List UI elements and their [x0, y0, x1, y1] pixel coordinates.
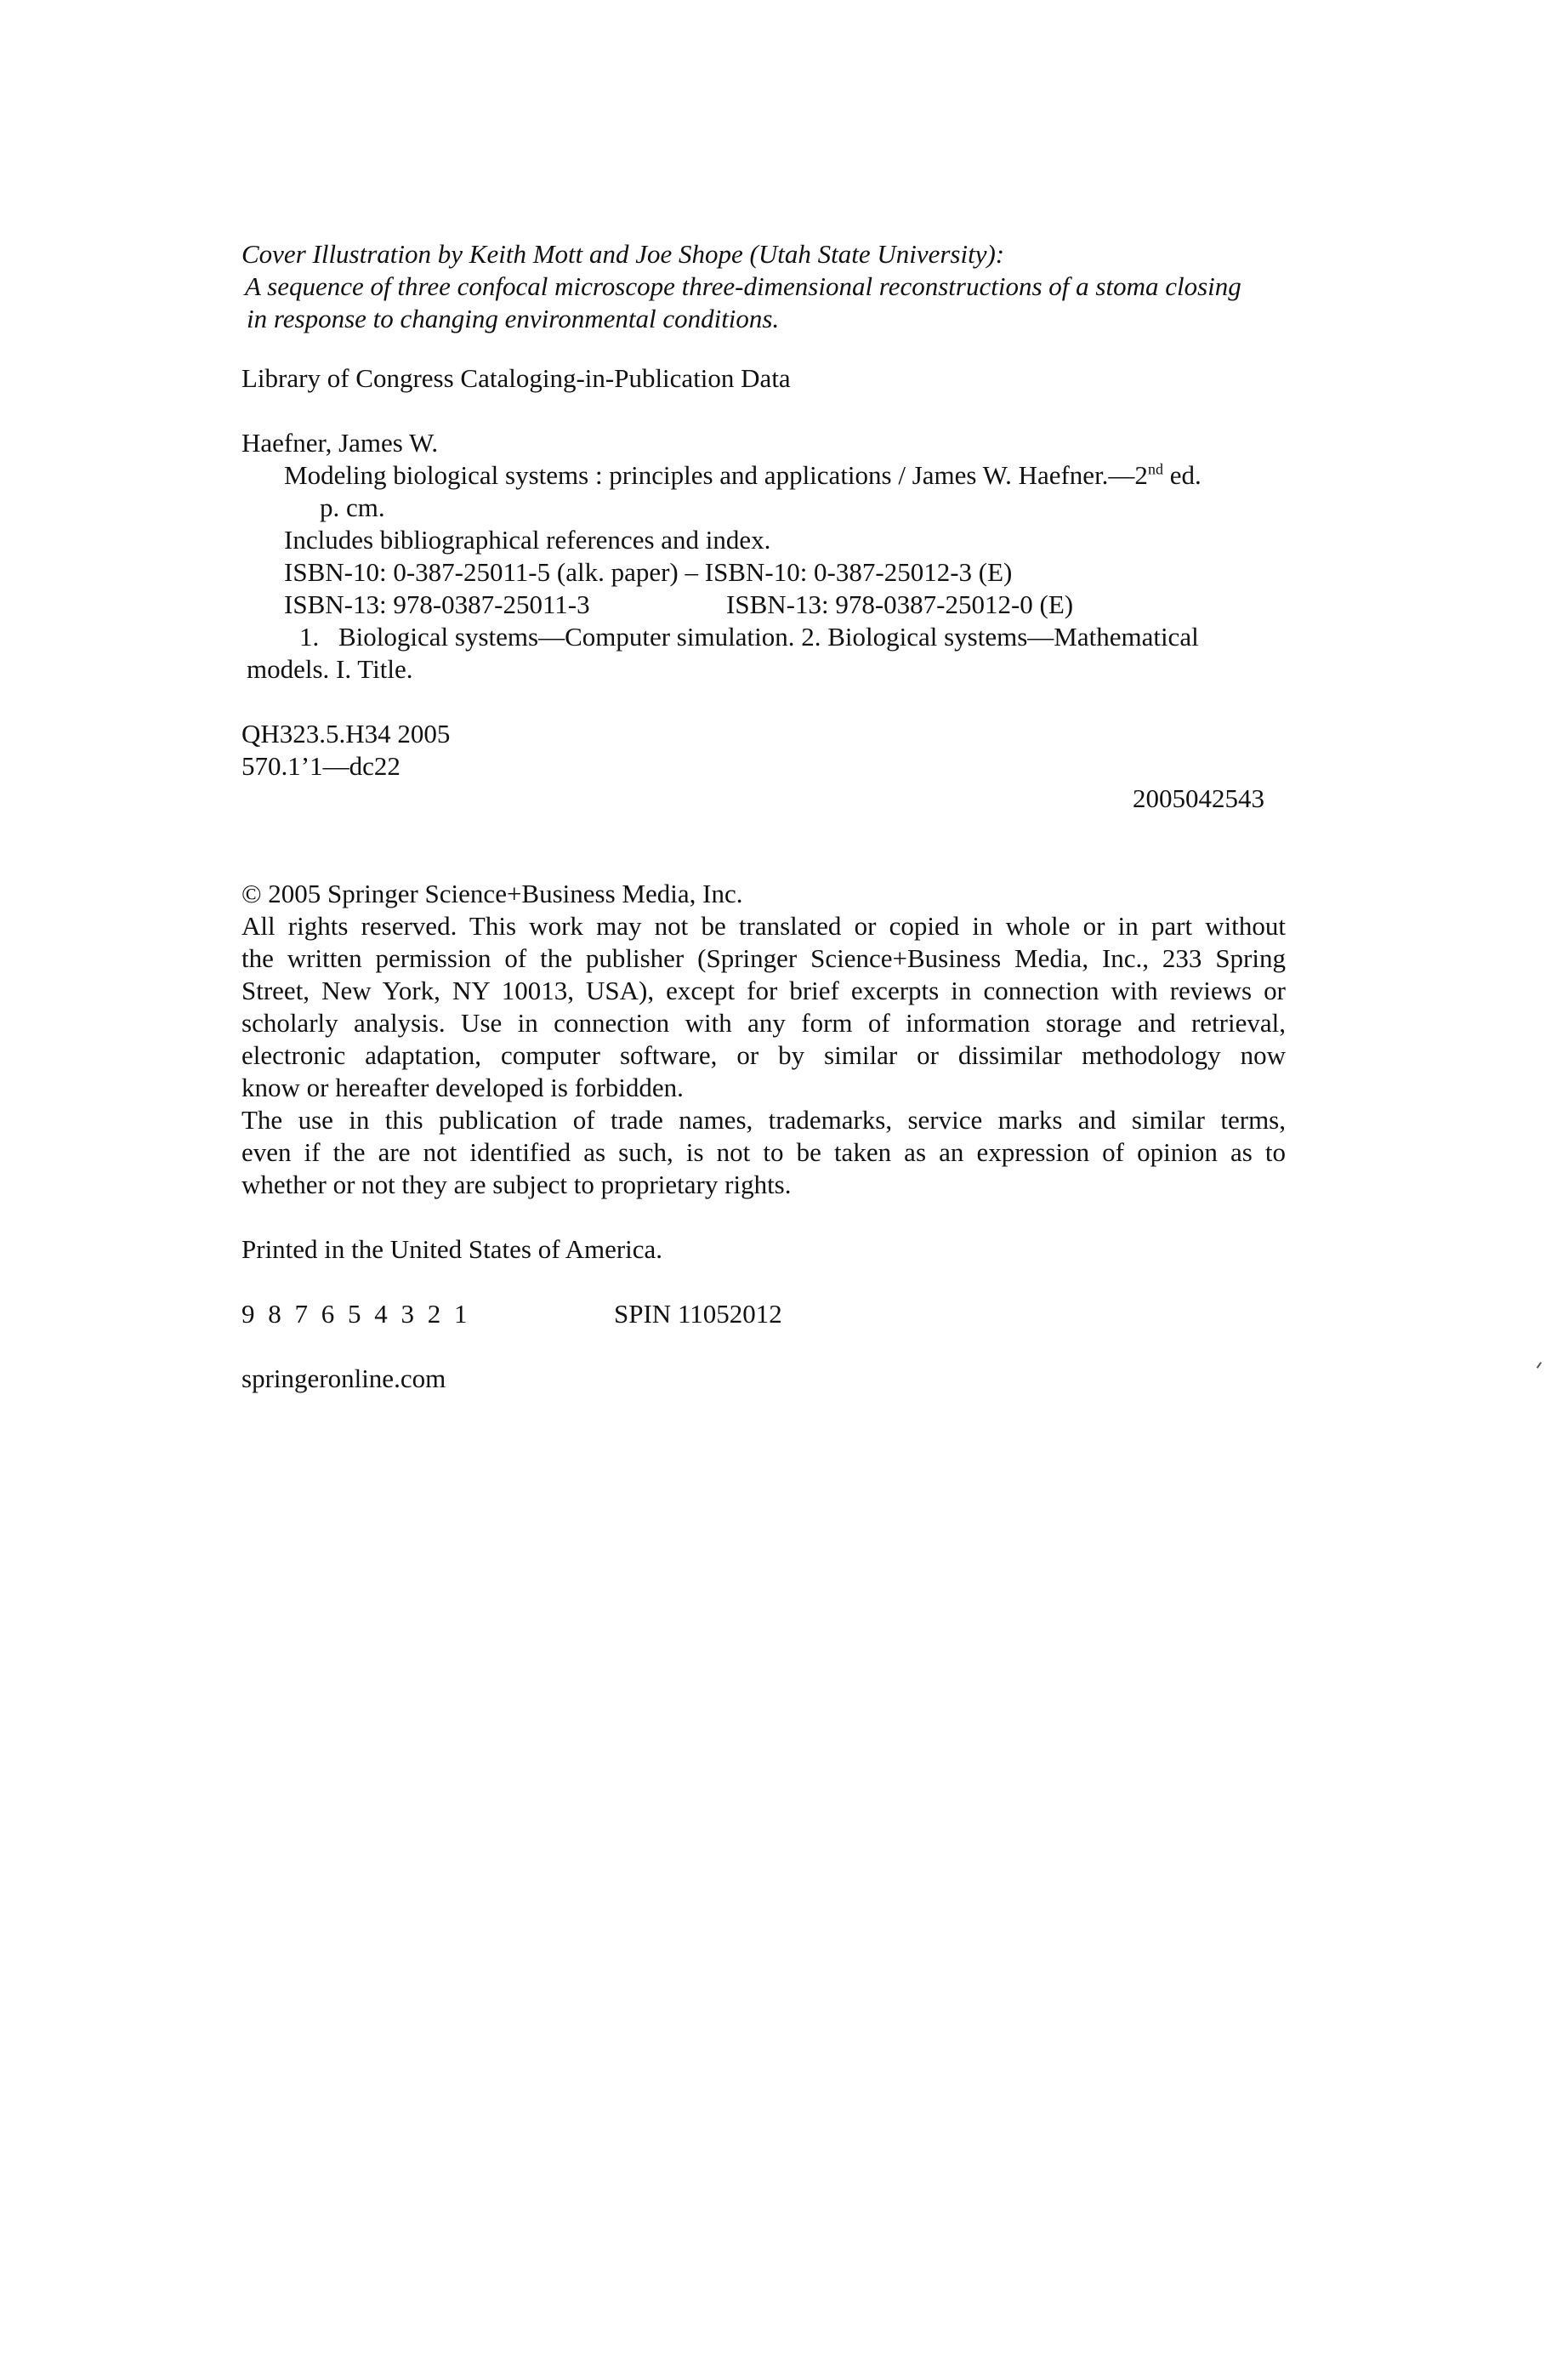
dewey-number: 570.1’1—dc22: [241, 751, 401, 781]
print-line: 9 8 7 6 5 4 3 2 1: [241, 1299, 471, 1329]
cover-credit-line-3: in response to changing environmental conditions.: [247, 304, 780, 333]
cip-pcm: p. cm.: [320, 492, 385, 522]
lccn: 2005042543: [1133, 783, 1264, 813]
trademark-line-3: whether or not they are subject to proprietary rights.: [241, 1170, 792, 1199]
cip-subjects-line-1: Biological systems—Computer simulation. 2. Biological systems—Mathematical: [338, 622, 1199, 652]
cip-title-end: ed.: [1162, 460, 1202, 490]
spin-number: SPIN 11052012: [614, 1299, 782, 1329]
rights-line-1: All rights reserved. This work may not be translated or copied in whole or in part without: [241, 911, 1286, 941]
trademark-line-1: The use in this publication of trade names, trademarks, service marks and similar terms,: [241, 1105, 1286, 1135]
rights-line-2: the written permission of the publisher (Springer Science+Business Media, Inc., 233 Spring: [241, 943, 1286, 973]
rights-line-3: Street, New York, NY 10013, USA), except for brief excerpts in connection with reviews or: [241, 976, 1286, 1005]
cip-title-line: [284, 459, 1202, 492]
cip-isbn13-ebook: ISBN-13: 978-0387-25012-0 (E): [726, 589, 1074, 619]
website: springeronline.com: [241, 1363, 446, 1393]
cover-credit-line-2: A sequence of three confocal microscope three-dimensional reconstructions of a stoma closing: [245, 271, 1241, 301]
stray-mark: [1537, 1362, 1542, 1369]
trademark-line-2: even if the are not identified as such, is not to be taken as an expression of opinion as to: [241, 1137, 1286, 1167]
cover-credit-line-1: Cover Illustration by Keith Mott and Joe Shope (Utah State University):: [241, 239, 1005, 269]
cip-heading: Library of Congress Cataloging-in-Publication Data: [241, 363, 791, 393]
rights-line-5: electronic adaptation, computer software, or by similar or dissimilar methodology now: [241, 1040, 1286, 1070]
printed-in: Printed in the United States of America.: [241, 1234, 663, 1264]
rights-line-6: know or hereafter developed is forbidden.: [241, 1073, 684, 1102]
cip-isbn13-print: ISBN-13: 978-0387-25011-3: [284, 589, 590, 619]
lc-call-number: QH323.5.H34 2005: [241, 719, 451, 749]
cip-isbn10: ISBN-10: 0-387-25011-5 (alk. paper) – ISBN-10: 0-387-25012-3 (E): [284, 557, 1013, 587]
cip-subjects-line-2: models. I. Title.: [247, 654, 413, 684]
rights-line-4: scholarly analysis. Use in connection with any form of information storage and retrieval,: [241, 1008, 1286, 1038]
copyright-notice: © 2005 Springer Science+Business Media, Inc.: [241, 879, 743, 908]
cip-title-edition-sup: nd: [1147, 460, 1163, 478]
cip-title-main: Modeling biological systems : principles and applications / James W. Haefner.—2: [284, 460, 1148, 490]
cip-includes: Includes bibliographical references and index.: [284, 525, 771, 555]
cip-subjects-number: 1.: [299, 622, 320, 652]
cip-author: Haefner, James W.: [241, 428, 439, 458]
